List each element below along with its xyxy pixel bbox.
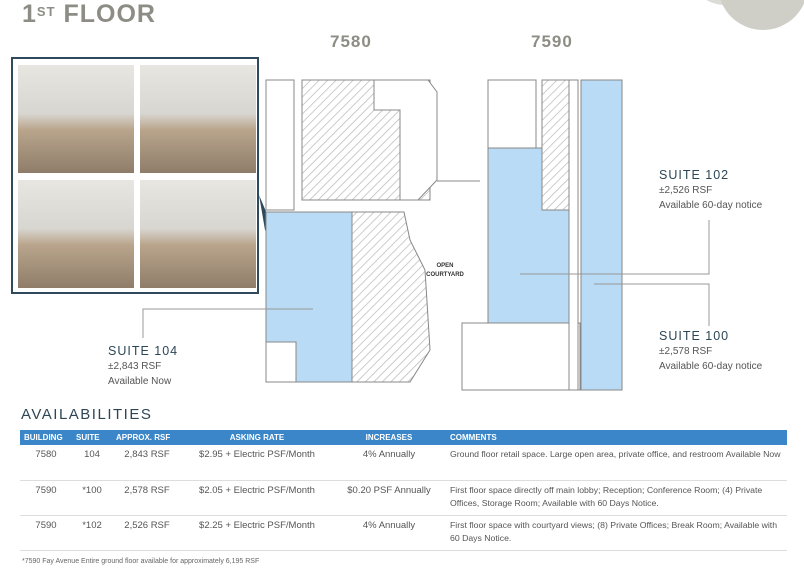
cell-rsf: 2,578 RSF (112, 480, 182, 515)
building-label-7590: 7590 (531, 32, 573, 51)
building-label-7580: 7580 (330, 32, 372, 51)
suite-name: SUITE 102 (659, 168, 730, 182)
cell-increases: 4% Annually (332, 515, 446, 550)
page-title: 1ST FLOOR (22, 0, 156, 28)
suite-availability: Available Now (108, 376, 172, 387)
courtyard-label: COURTYARD (426, 272, 464, 278)
table-row (20, 480, 787, 515)
suite-104-info (108, 343, 178, 389)
cell-increases: $0.20 PSF Annually (332, 480, 446, 515)
footnote: *7590 Fay Avenue Entire ground floor available for approximately 6,195 RSF (22, 558, 260, 565)
table-row (20, 445, 787, 480)
availabilities-heading: AVAILABILITIES (21, 406, 153, 423)
availabilities-table (20, 430, 787, 551)
cell-suite: 104 (72, 445, 112, 480)
suite-rsf: ±2,578 RSF (659, 346, 713, 357)
cell-building: 7590 (20, 515, 72, 550)
floor-plan-7590 (462, 80, 622, 390)
cell-rsf: 2,526 RSF (112, 515, 182, 550)
suite-name: SUITE 104 (108, 344, 179, 358)
cell-comments: Ground floor retail space. Large open area, private office, and restroom Available Now (446, 445, 787, 480)
cell-comments: First floor space with courtyard views; (8) Private Offices; Break Room; Available with 60 Days Notice. (446, 515, 787, 550)
suite-availability: Available 60-day notice (659, 200, 763, 211)
col-rsf: APPROX. RSF (112, 430, 182, 445)
cell-suite: *100 (72, 480, 112, 515)
col-suite: SUITE (72, 430, 112, 445)
suite-rsf: ±2,843 RSF (108, 361, 162, 372)
cell-suite: *102 (72, 515, 112, 550)
col-comments: COMMENTS (446, 430, 787, 445)
col-rate: ASKING RATE (182, 430, 332, 445)
floor-plan-7580 (266, 80, 437, 382)
suite-availability: Available 60-day notice (659, 361, 763, 372)
suite-name: SUITE 100 (659, 329, 730, 343)
suite-102-info (659, 167, 762, 213)
suite-rsf: ±2,526 RSF (659, 185, 713, 196)
cell-comments: First floor space directly off main lobby; Reception; Conference Room; (4) Private Offices, Storage Room; Available with 60 Days Notice. (446, 480, 787, 515)
table-row (20, 515, 787, 550)
cell-rate: $2.95 + Electric PSF/Month (182, 445, 332, 480)
col-building: BUILDING (20, 430, 72, 445)
cell-rate: $2.25 + Electric PSF/Month (182, 515, 332, 550)
cell-building: 7590 (20, 480, 72, 515)
cell-increases: 4% Annually (332, 445, 446, 480)
cell-rsf: 2,843 RSF (112, 445, 182, 480)
suite-100-info (659, 328, 762, 374)
cell-rate: $2.05 + Electric PSF/Month (182, 480, 332, 515)
cell-building: 7580 (20, 445, 72, 480)
courtyard-label: OPEN (436, 263, 454, 269)
col-increases: INCREASES (332, 430, 446, 445)
